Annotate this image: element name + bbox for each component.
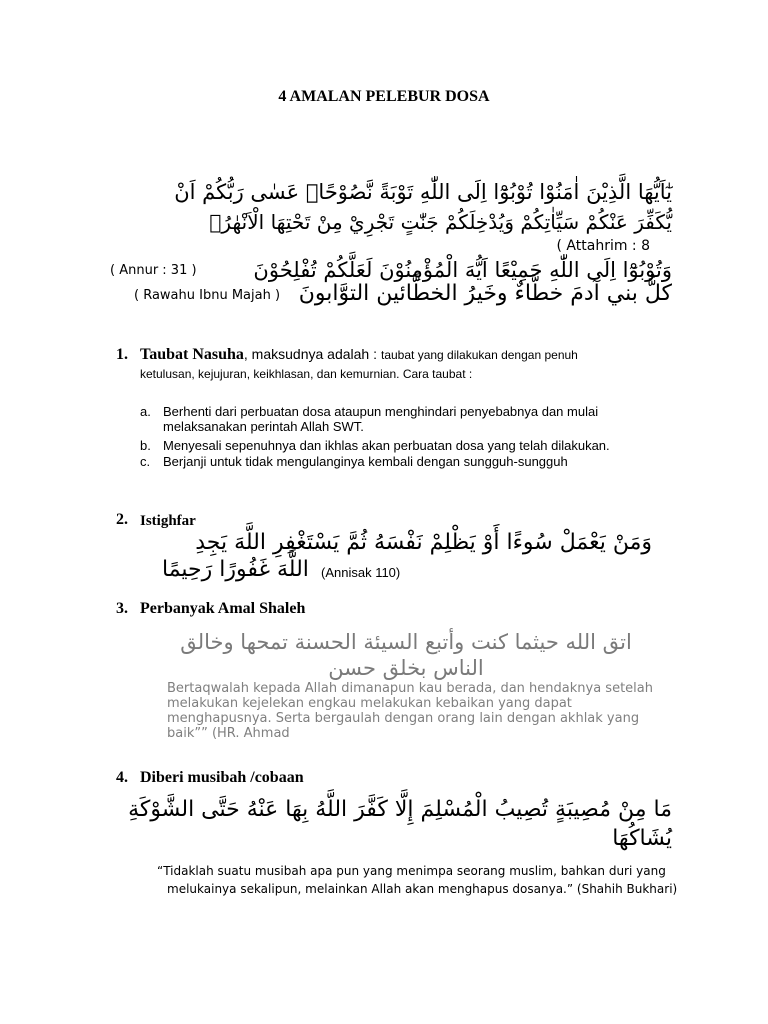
list-item-text: Menyesali sepenuhnya dan ikhlas akan perbuatan dosa yang telah dilakukan. — [163, 438, 610, 453]
musibah-translation-line-1: “Tidaklah suatu musibah apa pun yang menimpa seorang muslim, bahkan duri yang — [157, 864, 666, 878]
section-1-intro-line-2: ketulusan, kejujuran, keikhlasan, dan kemurnian. Cara taubat : — [140, 367, 473, 381]
taubat-steps-list — [140, 404, 680, 470]
section-2-heading: Istighfar — [140, 513, 196, 529]
section-1-intro-small-1: taubat yang dilakukan dengan penuh — [381, 348, 578, 362]
translation-line: menghapusnya. Serta bergaulah dengan orang lain dengan akhlak yang — [167, 711, 640, 726]
attahrim-verse-line-1: يٰٓاَيُّهَا الَّذِيْنَ اٰمَنُوْا تُوْبُوْٓا اِلَى اللّٰهِ تَوْبَةً نَّصُوْحًاۗ عَسٰى رَبُّكُمْ اَنْ — [174, 180, 672, 204]
list-item-letter: c. — [140, 454, 151, 469]
section-4-heading: Diberi musibah /cobaan — [140, 769, 304, 786]
amal-shaleh-hadith-line-1: اتق الله حيثما كنت وأتبع السيئة الحسنة تمحها وخالق — [180, 630, 632, 654]
annur-verse: وَتُوْبُوْٓا اِلَى اللّٰهِ جَمِيْعًا اَيُّهَ الْمُؤْمِنُوْنَ لَعَلَّكُمْ تُفْلِحُوْنَ — [253, 258, 672, 282]
attahrim-verse-line-2: يُّكَفِّرَ عَنْكُمْ سَيِّاٰتِكُمْ وَيُدْخِلَكُمْ جَنّٰتٍ تَجْرِيْ مِنْ تَحْتِهَا الْاَنْهٰرُۙ — [209, 210, 672, 234]
section-1-intro — [140, 346, 660, 364]
list-item-text: Berjanji untuk tidak mengulanginya kembali dengan sungguh-sungguh — [163, 454, 568, 469]
section-1-number: 1. — [116, 346, 128, 363]
section-4-number: 4. — [116, 769, 128, 786]
musibah-hadith-line-1: مَا مِنْ مُصِيبَةٍ تُصِيبُ الْمُسْلِمَ إِلَّا كَفَّرَ اللَّهُ بِهَا عَنْهُ حَتَّى الشَّوْكَةِ — [128, 797, 672, 822]
translation-line: melakukan kejelekan engkau melakukan kebaikan yang dapat — [167, 696, 572, 711]
istighfar-verse-line-1: وَمَنْ يَعْمَلْ سُوءًا أَوْ يَظْلِمْ نَفْسَهُ ثُمَّ يَسْتَغْفِرِ اللَّهَ يَجِدِ — [195, 530, 652, 555]
annur-reference: ( Annur : 31 ) — [110, 263, 197, 278]
section-1-heading: Taubat Nasuha — [140, 346, 244, 363]
translation-line: Bertaqwalah kepada Allah dimanapun kau berada, dan hendaknya setelah — [167, 681, 653, 696]
attahrim-reference: ( Attahrim : 8 — [556, 238, 650, 254]
section-1-intro-mid: , maksudnya adalah : — [243, 346, 377, 362]
istighfar-reference: (Annisak 110) — [321, 565, 401, 580]
ibnu-majah-reference: ( Rawahu Ibnu Majah ) — [134, 288, 281, 303]
list-item-text: Berhenti dari perbuatan dosa ataupun menghindari penyebabnya dan mulai — [163, 404, 599, 419]
musibah-translation-line-2: melukainya sekalipun, melainkan Allah akan menghapus dosanya.” (Shahih Bukhari) — [167, 882, 678, 896]
list-item — [140, 404, 680, 434]
list-item — [140, 438, 680, 454]
translation-line: baik”” (HR. Ahmad — [167, 726, 290, 741]
section-3-number: 3. — [116, 600, 128, 617]
amal-shaleh-hadith-line-2: الناس بخلق حسن — [328, 656, 484, 680]
ibnu-majah-hadith: كلُّ بني آدمَ خطَّاءٌ وخَيرُ الخطَّائين التوَّابونَ — [298, 281, 672, 306]
list-item-letter: a. — [140, 404, 151, 419]
list-item-text-cont: melaksanakan perintah Allah SWT. — [163, 419, 364, 434]
page-title: 4 AMALAN PELEBUR DOSA — [278, 88, 490, 105]
amal-shaleh-translation — [167, 681, 707, 741]
istighfar-verse-line-2: اللَّهَ غَفُورًا رَحِيمًا — [162, 557, 309, 582]
section-2-number: 2. — [116, 511, 128, 528]
list-item — [140, 454, 680, 470]
list-item-letter: b. — [140, 438, 151, 453]
section-3-heading: Perbanyak Amal Shaleh — [140, 600, 306, 617]
musibah-hadith-line-2: يُشَاكُهَا — [612, 826, 672, 851]
